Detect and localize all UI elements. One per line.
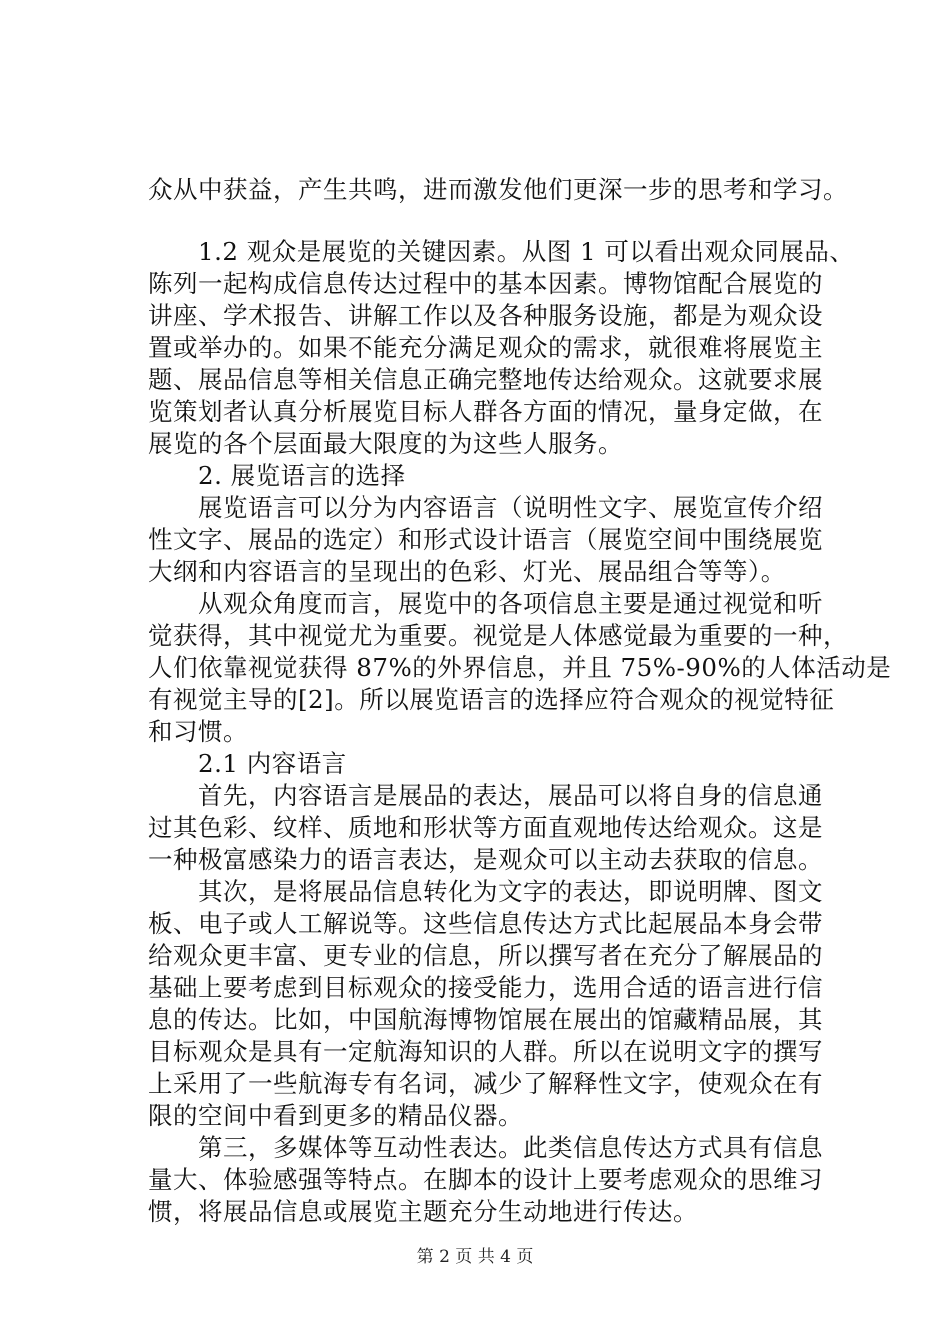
text-line: 展览的各个层面最大限度的为这些人服务。	[148, 429, 623, 458]
text-line: 第三，多媒体等互动性表达。此类信息传达方式具有信息	[148, 1133, 823, 1162]
text-line: 展览语言可以分为内容语言（说明性文字、展览宣传介绍	[148, 493, 823, 522]
text-line: 息的传达。比如，中国航海博物馆展在展出的馆藏精品展，其	[148, 1005, 823, 1034]
text-line: 和习惯。	[148, 717, 248, 746]
text-line: 陈列一起构成信息传达过程中的基本因素。博物馆配合展览的	[148, 269, 823, 298]
text-line: 限的空间中看到更多的精品仪器。	[148, 1101, 523, 1130]
text-line: 惯，将展品信息或展览主题充分生动地进行传达。	[148, 1197, 698, 1226]
text-line: 讲座、学术报告、讲解工作以及各种服务设施，都是为观众设	[148, 301, 823, 330]
text-line: 置或举办的。如果不能充分满足观众的需求，就很难将展览主	[148, 333, 823, 362]
text-line: 览策划者认真分析展览目标人群各方面的情况，量身定做，在	[148, 397, 823, 426]
text-line: 首先，内容语言是展品的表达，展品可以将自身的信息通	[148, 781, 823, 810]
text-line: 1.2 观众是展览的关键因素。从图 1 可以看出观众同展品、	[148, 237, 855, 266]
text-line: 从观众角度而言，展览中的各项信息主要是通过视觉和听	[148, 589, 823, 618]
text-line: 人们依靠视觉获得 87%的外界信息，并且 75%-90%的人体活动是	[148, 653, 892, 682]
text-line: 其次，是将展品信息转化为文字的表达，即说明牌、图文	[148, 877, 823, 906]
text-line: 题、展品信息等相关信息正确完整地传达给观众。这就要求展	[148, 365, 823, 394]
text-line: 觉获得，其中视觉尤为重要。视觉是人体感觉最为重要的一种，	[148, 621, 848, 650]
text-line: 上采用了一些航海专有名词，减少了解释性文字，使观众在有	[148, 1069, 823, 1098]
text-line: 众从中获益，产生共鸣，进而激发他们更深一步的思考和学习。	[148, 175, 848, 204]
text-line: 有视觉主导的[2]。所以展览语言的选择应符合观众的视觉特征	[148, 685, 835, 714]
text-line: 给观众更丰富、更专业的信息，所以撰写者在充分了解展品的	[148, 941, 823, 970]
text-line: 一种极富感染力的语言表达，是观众可以主动去获取的信息。	[148, 845, 823, 874]
text-line: 量大、体验感强等特点。在脚本的设计上要考虑观众的思维习	[148, 1165, 823, 1194]
text-line: 基础上要考虑到目标观众的接受能力，选用合适的语言进行信	[148, 973, 823, 1002]
text-line: 板、电子或人工解说等。这些信息传达方式比起展品本身会带	[148, 909, 823, 938]
section-heading: 2.1 内容语言	[148, 749, 347, 778]
text-line: 性文字、展品的选定）和形式设计语言（展览空间中围绕展览	[148, 525, 823, 554]
text-line: 过其色彩、纹样、质地和形状等方面直观地传达给观众。这是	[148, 813, 823, 842]
section-heading: 2. 展览语言的选择	[148, 461, 406, 490]
page-footer: 第 2 页 共 4 页	[416, 1247, 534, 1267]
text-line: 目标观众是具有一定航海知识的人群。所以在说明文字的撰写	[148, 1037, 823, 1066]
text-line: 大纲和内容语言的呈现出的色彩、灯光、展品组合等等）。	[148, 557, 786, 586]
